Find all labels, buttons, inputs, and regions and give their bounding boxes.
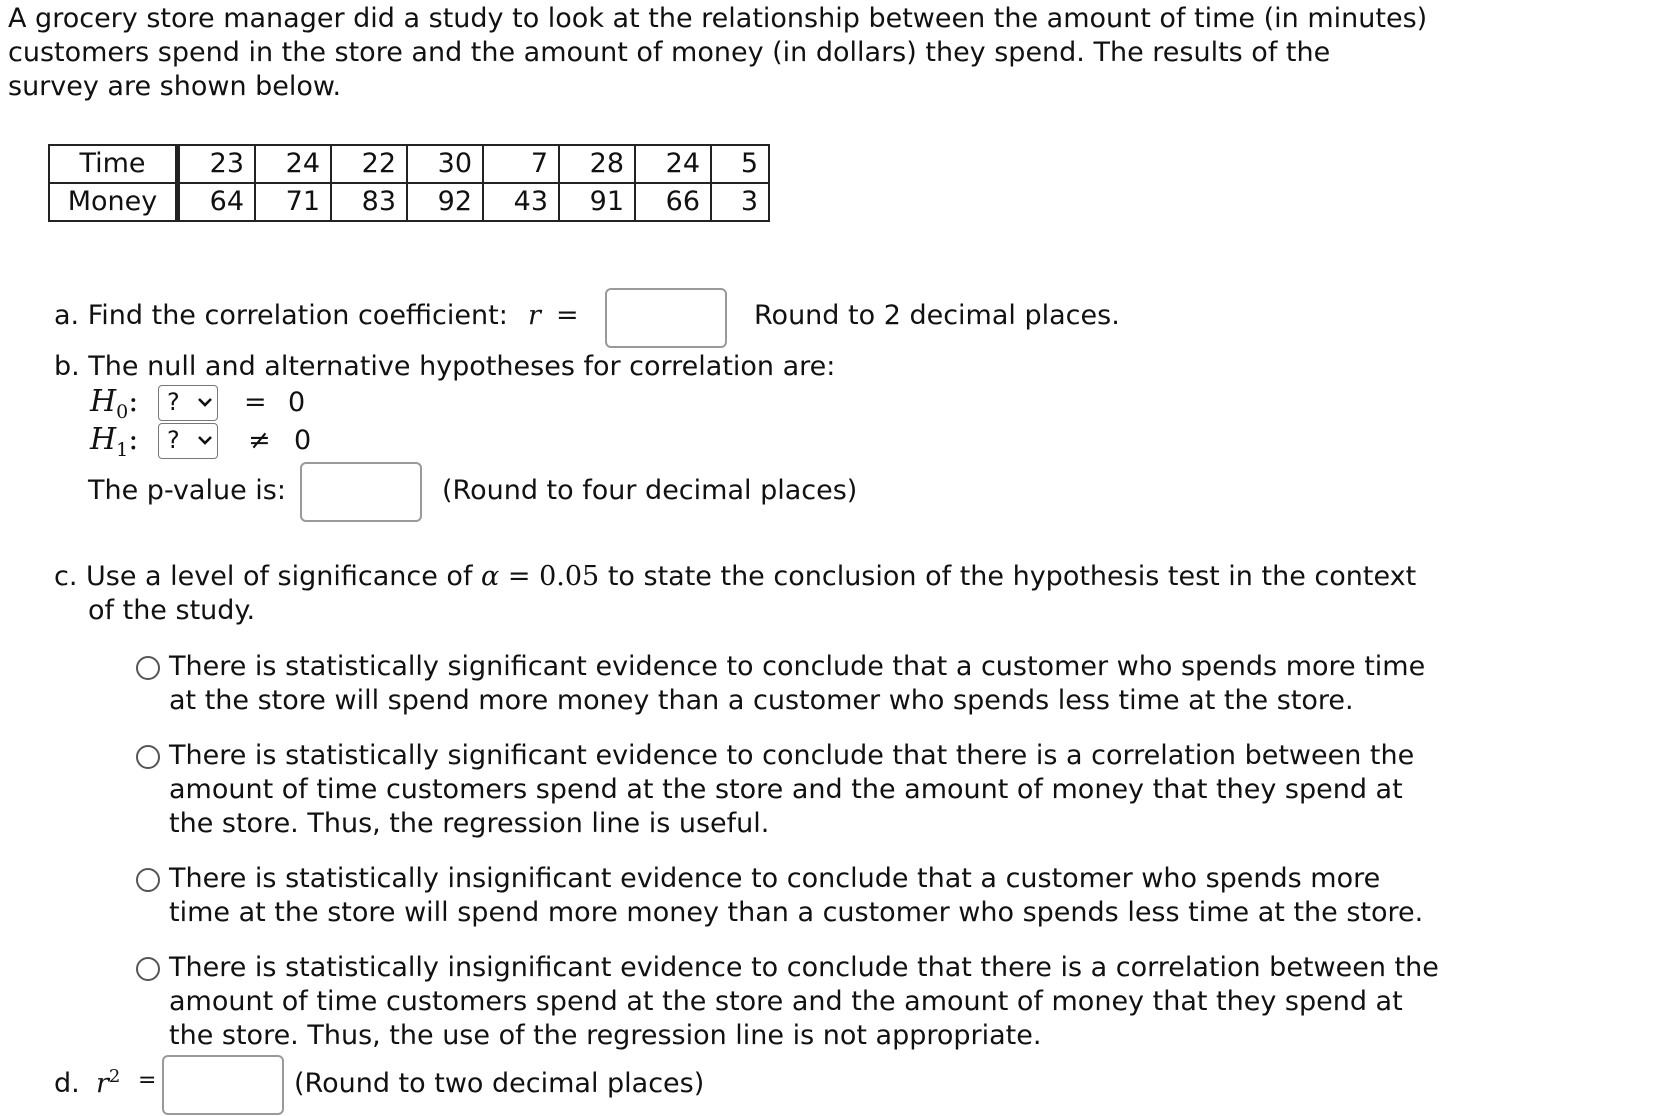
time-cell: 7 [483, 145, 559, 183]
radio-button[interactable] [136, 656, 160, 680]
table-row-time [49, 145, 769, 183]
money-cell: 3 [711, 183, 769, 221]
h1-label: $H_1$: [90, 422, 139, 461]
chevron-down-icon [198, 435, 212, 445]
option-text: There is statistically insignificant evidence to conclude that there is a correlation between the amount of time customers spend at the store and the amount of money that they spend at the store. Thus, the use of the regression line is not appropriate. [169, 952, 1439, 1051]
part-d-label: d. [54, 1068, 80, 1099]
part-a-hint: Round to 2 decimal places. [754, 300, 1120, 331]
h0-relation: = [244, 387, 267, 418]
time-cell: 23 [178, 145, 256, 183]
problem-intro: A grocery store manager did a study to look at the relationship between the amount of time (in minutes) customers spend in the store and the amount of money (in dollars) they spend. The results of the survey are shown below. [8, 3, 1428, 102]
row-label-time: Time [49, 145, 178, 183]
h0-label: $H_0$: [90, 384, 139, 423]
part-c-label: c. Use a level of significance of α = 0.05 to state the conclusion of the hypothesis test in the context [54, 561, 1417, 592]
money-cell: 43 [483, 183, 559, 221]
money-cell: 83 [331, 183, 407, 221]
option-text: There is statistically significant evidence to conclude that a customer who spends more time at the store will spend more money than a customer who spends less time at the store. [169, 651, 1426, 716]
h1-value: 0 [294, 425, 312, 456]
pvalue-label: The p-value is: [88, 475, 286, 506]
time-cell: 22 [331, 145, 407, 183]
h1-relation: ≠ [248, 425, 271, 456]
part-b-label: b. The null and alternative hypotheses for correlation are: [54, 351, 836, 382]
chevron-down-icon [198, 397, 212, 407]
h0-value: 0 [288, 387, 306, 418]
data-table [48, 144, 770, 222]
pvalue-input[interactable] [300, 462, 422, 522]
time-cell: 5 [711, 145, 769, 183]
money-cell: 71 [255, 183, 331, 221]
option-text: There is statistically significant evidence to conclude that there is a correlation between the amount of time customers spend at the store and the amount of money that they spend at the store. Thus, the regression line is useful. [169, 740, 1415, 839]
h1-select[interactable]: ? [158, 423, 218, 459]
pvalue-hint: (Round to four decimal places) [442, 475, 858, 506]
radio-button[interactable] [136, 745, 160, 769]
money-cell: 64 [178, 183, 256, 221]
money-cell: 66 [635, 183, 711, 221]
part-d-r-var: $r^2$ [96, 1066, 121, 1099]
part-d-hint: (Round to two decimal places) [294, 1068, 705, 1099]
radio-button[interactable] [136, 868, 160, 892]
part-a-r-var: r [528, 300, 541, 331]
money-cell: 91 [559, 183, 635, 221]
money-cell: 92 [407, 183, 483, 221]
correlation-input[interactable] [605, 288, 727, 348]
part-d-equals: = [138, 1068, 157, 1093]
r-squared-input[interactable] [162, 1055, 284, 1115]
table-row-money [49, 183, 769, 221]
h0-select[interactable]: ? [158, 385, 218, 421]
time-cell: 24 [255, 145, 331, 183]
time-cell: 24 [635, 145, 711, 183]
part-c-label-line2: of the study. [88, 595, 256, 626]
time-cell: 28 [559, 145, 635, 183]
part-a-label: a. Find the correlation coefficient: [54, 300, 508, 331]
row-label-money: Money [49, 183, 178, 221]
option-text: There is statistically insignificant evidence to conclude that a customer who spends more time at the store will spend more money than a customer who spends less time at the store. [169, 863, 1424, 928]
part-a-equals: = [556, 300, 579, 331]
time-cell: 30 [407, 145, 483, 183]
radio-button[interactable] [136, 957, 160, 981]
